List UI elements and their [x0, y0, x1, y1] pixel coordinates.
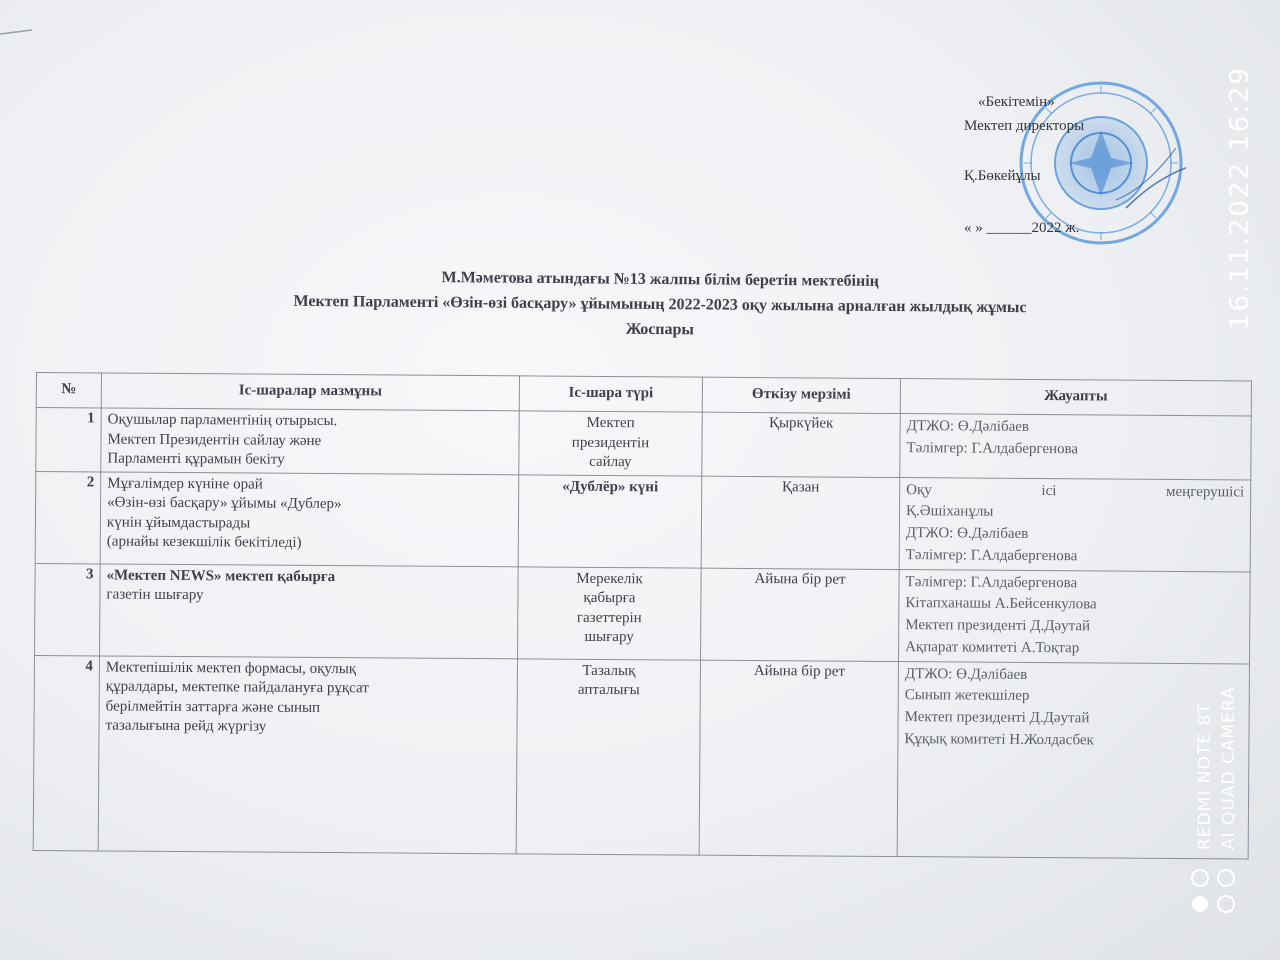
resp-line: Тәлімгер: Г.Алдабергенова — [905, 546, 1078, 565]
table-row — [36, 408, 1251, 480]
photo-timestamp — [1208, 40, 1268, 340]
content-line: газетін шығару — [106, 586, 204, 604]
resp-line: Мектеп президенті Д.Дәутай — [904, 709, 1090, 727]
row-number: 4 — [33, 655, 99, 850]
title-line-2: Мектеп Парламенті «Өзін-өзі басқару» ұйымының 2022-2023 оқу жылына арналған жылдық жұмыс — [293, 292, 1027, 316]
header-number: № — [36, 373, 101, 408]
resp-line: ДТЖО: Ө.Дәлібаев — [905, 525, 1029, 542]
approval-title: «Бекітемін» — [978, 94, 1055, 110]
plan-table — [33, 372, 1252, 859]
resp-line: ДТЖО: Ө.Дәлібаев — [904, 665, 1028, 683]
resp-line: Құқық комитеті Н.Жолдасбек — [904, 730, 1094, 749]
approval-position: Мектеп директоры — [964, 118, 1085, 134]
table-row — [35, 563, 1251, 663]
row-number: 1 — [36, 408, 101, 472]
approval-date: « » ______2022 ж. — [964, 220, 1080, 236]
content-line: «Мектеп NEWS» мектеп қабырға — [106, 566, 336, 585]
type-line: Мерекелік — [576, 570, 643, 587]
row-number: 3 — [35, 563, 101, 655]
row-responsible — [899, 477, 1251, 571]
page-edge-line — [0, 0, 40, 45]
resp-line: Сынып жетекшілер — [904, 687, 1030, 705]
content-line: берілмейтін заттарға және сынып — [105, 697, 321, 716]
content-line: тазалығына рейд жүргізу — [105, 717, 267, 735]
content-line: күнін ұйымдастырады — [106, 513, 251, 531]
document-title — [100, 263, 1221, 347]
row-term: Қазан — [701, 476, 900, 569]
row-type — [516, 658, 700, 854]
row-number: 2 — [35, 471, 101, 563]
timestamp-text: 16.11.2022 16:29 — [1225, 65, 1255, 330]
title-line-1: М.Мәметова атындағы №13 жалпы білім беретін мектебінің — [441, 269, 879, 290]
type-line: Тазалық — [582, 662, 636, 679]
row-content — [98, 655, 517, 853]
resp-line: Ақпарат комитеті А.Тоқтар — [905, 638, 1080, 657]
row-content — [100, 563, 519, 658]
type-line: шығару — [584, 628, 634, 646]
content-line: Мұғалімдер күніне орай — [107, 475, 263, 493]
resp-line: Тәлімгер: Г.Алдабергенова — [906, 439, 1079, 458]
resp-line: ДТЖО: Ө.Дәлібаев — [906, 418, 1030, 435]
type-line: «Дублёр» күні — [562, 478, 659, 495]
content-line: (арнайы кезекшілік бекітіледі) — [106, 533, 302, 551]
type-line: сайлау — [589, 453, 632, 471]
camera-watermark — [1188, 650, 1248, 860]
resp-line: Кітапханашы А.Бейсенкулова — [905, 595, 1097, 613]
content-line: Мектеп Президентін сайлау және — [107, 431, 322, 449]
row-term: Айына бір рет — [699, 660, 898, 856]
camera-type-text: AI QUAD CAMERA — [1219, 686, 1239, 850]
title-line-3: Жоспары — [625, 320, 695, 338]
type-line: қабырға — [583, 589, 636, 607]
type-line: газеттерін — [576, 609, 642, 626]
header-responsible: Жауапты — [900, 379, 1251, 416]
row-content — [100, 471, 519, 566]
row-term: Айына бір рет — [701, 568, 900, 661]
header-content: Іс-шаралар мазмұны — [101, 373, 519, 411]
row-responsible — [900, 414, 1251, 480]
row-type — [518, 474, 702, 567]
approval-signatory: Қ.Бөкейұлы — [964, 168, 1041, 184]
row-term: Қыркүйек — [702, 412, 900, 477]
header-type: Іс-шара түрі — [519, 376, 702, 412]
content-line: «Өзін-өзі басқару» ұйымы «Дублер» — [107, 494, 342, 513]
table-row — [35, 471, 1251, 571]
camera-model-text: REDMI NOTE 8T — [1195, 702, 1215, 850]
type-line: президентін — [571, 434, 650, 451]
content-line: құралдары, мектепке пайдалануға рұқсат — [105, 678, 369, 697]
type-line: апталығы — [577, 681, 640, 699]
camera-lens-icon — [1188, 866, 1242, 918]
content-line: Оқушылар парламентінің отырысы. — [107, 411, 338, 430]
resp-line: Тәлімгер: Г.Алдабергенова — [905, 573, 1078, 591]
resp-line: Қ.Әшіханұлы — [905, 503, 994, 520]
resp-line: Мектеп президенті Д.Дәутай — [905, 617, 1091, 635]
row-content — [101, 408, 519, 474]
header-term: Өткізу мерзімі — [702, 377, 900, 413]
content-line: Мектепішілік мектеп формасы, оқулық — [105, 658, 357, 677]
row-type — [518, 566, 702, 659]
content-line: Парламенті құрамын бекіту — [107, 450, 285, 468]
type-line: Мектеп — [586, 414, 635, 432]
table-row — [33, 655, 1249, 858]
resp-line: Оқу ісі меңгерушісі — [906, 481, 1245, 500]
row-type — [519, 411, 702, 476]
